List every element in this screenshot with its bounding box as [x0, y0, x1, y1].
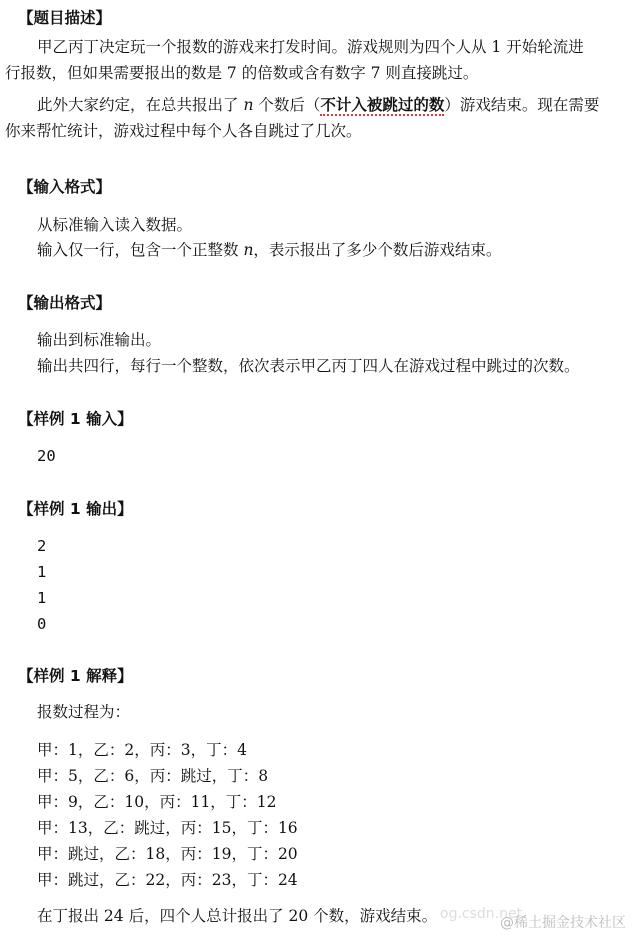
desc-p2-line2: 你来帮忙统计，游戏过程中每个人各自跳过了几次。	[5, 122, 362, 140]
output-line1: 输出到标准输出。	[37, 331, 162, 349]
desc-p2-line1	[37, 95, 599, 115]
variable-n: n	[243, 96, 254, 114]
heading-sample-explain: 【样例 1 解释】	[18, 667, 133, 685]
variable-n: n	[243, 241, 254, 259]
emphasis: 不计入被跳过的数	[320, 96, 445, 114]
explain-row: 甲：1，乙：2，丙：3，丁：4	[37, 741, 247, 759]
explain-intro: 报数过程为：	[37, 703, 131, 721]
text: 此外大家约定，在总共报出了	[37, 96, 244, 114]
heading-input-format: 【输入格式】	[18, 178, 112, 196]
input-line2	[37, 240, 501, 260]
text: 输入仅一行，包含一个正整数	[37, 241, 244, 259]
heading-sample-input: 【样例 1 输入】	[18, 410, 133, 428]
explain-row: 甲：13，乙：跳过，丙：15，丁：16	[37, 819, 298, 837]
explain-row: 甲：跳过，乙：22，丙：23，丁：24	[37, 871, 298, 889]
sample-output-line: 2	[37, 537, 47, 555]
text: ）游戏结束。现在需要	[444, 96, 600, 114]
explain-row: 甲：9，乙：10，丙：11，丁：12	[37, 793, 277, 811]
output-line2: 输出共四行，每行一个整数，依次表示甲乙丙丁四人在游戏过程中跳过的次数。	[37, 357, 580, 375]
text: ，表示报出了多少个数后游戏结束。	[253, 241, 502, 259]
explain-row: 甲：5，乙：6，丙：跳过，丁：8	[37, 767, 269, 785]
heading-output-format: 【输出格式】	[18, 294, 112, 312]
sample-input-line: 20	[37, 447, 56, 465]
watermark: @稀土掘金技术社区	[500, 915, 626, 931]
desc-p1-line1: 甲乙丙丁决定玩一个报数的游戏来打发时间。游戏规则为四个人从 1 开始轮流进	[37, 38, 584, 56]
heading-description: 【题目描述】	[18, 9, 112, 27]
sample-output-line: 0	[37, 615, 47, 633]
text: 个数后（	[253, 96, 321, 114]
desc-p1-line2: 行报数，但如果需要报出的数是 7 的倍数或含有数字 7 则直接跳过。	[5, 64, 479, 82]
sample-output-line: 1	[37, 589, 47, 607]
watermark-faint: og.csdn.net	[440, 906, 523, 922]
sample-output-line: 1	[37, 563, 47, 581]
explain-conclusion: 在丁报出 24 后，四个人总计报出了 20 个数，游戏结束。	[37, 907, 438, 925]
explain-row: 甲：跳过，乙：18，丙：19，丁：20	[37, 845, 298, 863]
heading-sample-output: 【样例 1 输出】	[18, 500, 133, 518]
input-line1: 从标准输入读入数据。	[37, 216, 193, 234]
